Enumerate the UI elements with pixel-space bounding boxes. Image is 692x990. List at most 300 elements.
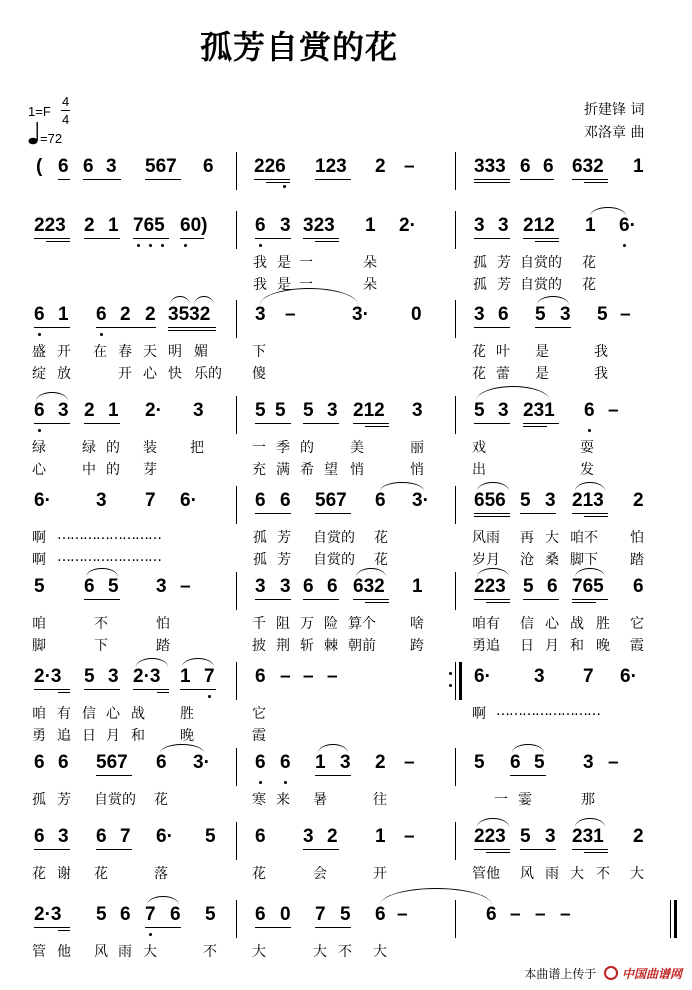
note: – xyxy=(280,666,291,687)
lyric: 朵 xyxy=(363,255,377,271)
underline xyxy=(486,602,510,603)
lyric: 胜 xyxy=(180,706,194,722)
footer-text: 本曲谱上传于 xyxy=(524,967,597,981)
barline xyxy=(455,486,456,524)
lyric: 希 xyxy=(300,462,314,478)
underline xyxy=(303,423,339,424)
lyric: 丽 xyxy=(410,440,424,456)
note: 3· xyxy=(412,490,429,511)
score-row-2 xyxy=(0,211,692,295)
underline xyxy=(523,238,559,239)
slur xyxy=(36,392,68,401)
note: 5 xyxy=(108,576,119,597)
score-row-5 xyxy=(0,486,692,570)
underline xyxy=(46,241,70,242)
lyric: …………………… xyxy=(57,549,161,565)
underline xyxy=(584,182,608,183)
lyric: 阻 xyxy=(276,616,290,632)
underline xyxy=(34,423,70,424)
lyric: 勇追 xyxy=(472,638,500,654)
time-signature-bottom: 4 xyxy=(62,112,70,127)
note: 6 xyxy=(255,666,266,687)
underline xyxy=(255,927,291,928)
lyric: 悄 xyxy=(410,462,424,478)
lyric: 咱 xyxy=(32,616,46,632)
underline xyxy=(96,327,120,328)
lyric: 管 xyxy=(32,944,46,960)
lyric: 落 xyxy=(154,866,168,882)
lyric: 把 xyxy=(190,440,204,456)
note: 3 xyxy=(108,666,119,687)
lyric: 胜 xyxy=(596,616,610,632)
underline xyxy=(520,179,554,180)
note: 6· xyxy=(34,490,51,511)
note: 3 xyxy=(193,400,204,421)
underline xyxy=(474,516,510,517)
note: 3· xyxy=(193,752,210,773)
lyric: 心 xyxy=(143,366,157,382)
underline xyxy=(255,423,291,424)
note: 3 xyxy=(255,576,266,597)
note: 2 xyxy=(84,400,95,421)
note: – xyxy=(608,400,619,421)
lyric: 啊 xyxy=(32,530,46,546)
underline xyxy=(510,775,546,776)
score-row-3 xyxy=(0,300,692,384)
underline xyxy=(34,927,70,928)
time-signature-line xyxy=(61,110,70,111)
lyric: 孤 xyxy=(253,530,267,546)
note: 3 xyxy=(545,490,556,511)
lyric: 花 xyxy=(154,792,168,808)
lyric: 大 xyxy=(313,944,327,960)
lyric: 管他 xyxy=(472,866,500,882)
lyric: 天 xyxy=(143,344,157,360)
underline xyxy=(365,602,389,603)
note: 6· xyxy=(474,666,491,687)
note: 2 xyxy=(375,752,386,773)
lyric: 叶 xyxy=(496,344,510,360)
note: 6 xyxy=(96,304,107,325)
note: 5 xyxy=(84,666,95,687)
lyric: 的 xyxy=(106,440,120,456)
underline xyxy=(474,327,510,328)
underline xyxy=(535,241,559,242)
note: 5 xyxy=(534,752,545,773)
lyric: 千 xyxy=(252,616,266,632)
note: 212 xyxy=(523,215,555,236)
lower-octave-dot xyxy=(623,244,626,247)
barline xyxy=(455,900,456,938)
underline xyxy=(84,689,120,690)
time-signature-top: 4 xyxy=(62,94,70,109)
slur xyxy=(537,296,569,305)
lyric: 大 xyxy=(373,944,387,960)
underline xyxy=(180,689,216,690)
barline xyxy=(455,211,456,249)
lyric: 会 xyxy=(313,866,327,882)
lyric: 心 xyxy=(32,462,46,478)
underline xyxy=(303,238,339,239)
underline xyxy=(180,238,204,239)
lower-octave-dot xyxy=(149,244,152,247)
note: 3 xyxy=(58,400,69,421)
lyric: 下 xyxy=(252,344,266,360)
lyric: 再 xyxy=(520,530,534,546)
lyric: 花 xyxy=(472,366,486,382)
barline xyxy=(455,300,456,338)
lyric: 我 xyxy=(253,255,267,271)
note: 231 xyxy=(572,826,604,847)
note: 7 xyxy=(145,490,156,511)
underline xyxy=(486,852,510,853)
underline xyxy=(353,423,389,424)
note: 0 xyxy=(280,904,291,925)
note: 6· xyxy=(156,826,173,847)
final-barline-thick xyxy=(674,900,677,938)
note: 6 xyxy=(34,304,45,325)
note: 3 xyxy=(498,215,509,236)
lyric: 往 xyxy=(373,792,387,808)
lyric: 芽 xyxy=(143,462,157,478)
underline xyxy=(84,423,120,424)
lower-octave-dot xyxy=(38,429,41,432)
lyric: 我 xyxy=(253,277,267,293)
lyric: 蕾 xyxy=(496,366,510,382)
note: 3 xyxy=(96,490,107,511)
note: 3· xyxy=(352,304,369,325)
note: 5 xyxy=(275,400,286,421)
lyric: 自赏的 xyxy=(520,255,562,271)
lyric: 咱 xyxy=(32,706,46,722)
underline xyxy=(584,852,608,853)
site-logo-text[interactable]: 中国曲谱网 xyxy=(621,967,682,981)
lyric: 披 xyxy=(252,638,266,654)
note: 567 xyxy=(96,752,128,773)
slur xyxy=(477,482,509,491)
underline xyxy=(572,849,608,850)
lyric: 和 xyxy=(570,638,584,654)
underline xyxy=(133,238,169,239)
note: 6 xyxy=(58,156,69,177)
underline xyxy=(315,775,351,776)
underline xyxy=(572,599,608,600)
note: 5 xyxy=(474,400,485,421)
note: 2·3 xyxy=(34,666,62,687)
lyric: 盛 xyxy=(32,344,46,360)
underline xyxy=(157,692,169,693)
lyric: 那 xyxy=(581,792,595,808)
lyric: 万 xyxy=(300,616,314,632)
lyric: 花 xyxy=(32,866,46,882)
underline xyxy=(520,513,556,514)
lyric: 它 xyxy=(252,706,266,722)
note: – xyxy=(404,826,415,847)
barline xyxy=(455,572,456,610)
note: 2·3 xyxy=(34,904,62,925)
score-row-6 xyxy=(0,572,692,656)
note: 6 xyxy=(547,576,558,597)
lyric: 心 xyxy=(106,706,120,722)
underline xyxy=(523,599,559,600)
note: 3 xyxy=(534,666,545,687)
lyric: 绿 xyxy=(82,440,96,456)
lyric: 啊 xyxy=(32,552,46,568)
underline xyxy=(474,599,510,600)
lyric: 孤 xyxy=(473,277,487,293)
lyric: 咱有 xyxy=(472,616,500,632)
underline xyxy=(34,849,70,850)
note: 223 xyxy=(474,826,506,847)
lyric: 我 xyxy=(594,344,608,360)
barline xyxy=(236,152,237,190)
note: 5 xyxy=(255,400,266,421)
underline xyxy=(266,182,290,183)
note: 6 xyxy=(96,826,107,847)
lyric: 月 xyxy=(545,638,559,654)
lyric: 芳 xyxy=(497,277,511,293)
note: 2 xyxy=(145,304,156,325)
lyric: 充 xyxy=(252,462,266,478)
note: 3 xyxy=(106,156,117,177)
underline xyxy=(572,513,608,514)
lyric: 风 xyxy=(520,866,534,882)
lyric: 信 xyxy=(82,706,96,722)
lyric: 花 xyxy=(374,552,388,568)
note: 6 xyxy=(280,490,291,511)
note: 7 xyxy=(315,904,326,925)
lyric: 朵 xyxy=(363,277,377,293)
note: 6 xyxy=(34,400,45,421)
underline xyxy=(120,327,156,328)
note: – xyxy=(404,752,415,773)
underline xyxy=(584,516,608,517)
note: 3 xyxy=(583,752,594,773)
lyric: 孤 xyxy=(253,552,267,568)
lyric: 花 xyxy=(582,255,596,271)
underline xyxy=(353,599,389,600)
lower-octave-dot xyxy=(259,781,262,784)
lyric: 踏 xyxy=(156,638,170,654)
barline xyxy=(236,211,237,249)
note: 6 xyxy=(255,752,266,773)
underline xyxy=(315,513,351,514)
lyric: 我 xyxy=(594,366,608,382)
underline xyxy=(83,179,121,180)
note: 6 xyxy=(510,752,521,773)
lyric: 来 xyxy=(276,792,290,808)
slur xyxy=(170,296,190,305)
note: 3 xyxy=(474,215,485,236)
lyric: 戏 xyxy=(472,440,486,456)
note: 6 xyxy=(520,156,531,177)
underline xyxy=(523,426,547,427)
lyric: 中 xyxy=(82,462,96,478)
note: 5 xyxy=(303,400,314,421)
lyric: 媚 xyxy=(194,344,208,360)
lyric: 自赏的 xyxy=(313,530,355,546)
lyric: 是 xyxy=(277,255,291,271)
note: 5 xyxy=(523,576,534,597)
note: 6 xyxy=(34,752,45,773)
note: 3532 xyxy=(168,304,211,325)
key-signature: 1=F xyxy=(28,104,51,119)
note: 123 xyxy=(315,156,347,177)
lyric: 沧 xyxy=(520,552,534,568)
note: 7 xyxy=(120,826,131,847)
note: – xyxy=(510,904,521,925)
lyric: 暑 xyxy=(313,792,327,808)
lyric: 谢 xyxy=(57,866,71,882)
note: – xyxy=(327,666,338,687)
lyric: 芳 xyxy=(497,255,511,271)
underline xyxy=(84,238,120,239)
note: 6 xyxy=(170,904,181,925)
lyric: 险 xyxy=(324,616,338,632)
lyric: 自赏的 xyxy=(313,552,355,568)
lower-octave-dot xyxy=(208,695,211,698)
note: 765 xyxy=(572,576,604,597)
note: 5 xyxy=(520,490,531,511)
lyric: 勇 xyxy=(32,728,46,744)
composer-credit: 邓洛章 曲 xyxy=(584,125,645,141)
note: 2 xyxy=(327,826,338,847)
note: 5 xyxy=(96,904,107,925)
note: 223 xyxy=(34,215,66,236)
lyric: 风 xyxy=(94,944,108,960)
note: 3 xyxy=(340,752,351,773)
lyric: 芳 xyxy=(57,792,71,808)
lyric: 大 xyxy=(545,530,559,546)
underline xyxy=(535,327,571,328)
note: 5 xyxy=(34,576,45,597)
lyric: …………………… xyxy=(57,527,161,543)
note: 2· xyxy=(145,400,162,421)
lyric: 下 xyxy=(94,638,108,654)
lyric: 大 xyxy=(630,866,644,882)
lyric: 不 xyxy=(203,944,217,960)
underline xyxy=(474,238,510,239)
note: 3 xyxy=(498,400,509,421)
underline xyxy=(572,179,608,180)
lyric: 和 xyxy=(131,728,145,744)
note: 6 xyxy=(280,752,291,773)
note: 7 xyxy=(145,904,156,925)
score-row-4 xyxy=(0,396,692,480)
lyric: 开 xyxy=(118,366,132,382)
note: 333 xyxy=(474,156,506,177)
lyric: 月 xyxy=(106,728,120,744)
lyric: 晚 xyxy=(596,638,610,654)
barline xyxy=(236,900,237,938)
slur xyxy=(182,658,214,667)
note: 3 xyxy=(412,400,423,421)
underline xyxy=(34,238,70,239)
note: 632 xyxy=(572,156,604,177)
lyric: 岁月 xyxy=(472,552,500,568)
slur xyxy=(380,482,424,491)
slur xyxy=(194,296,214,305)
note: 765 xyxy=(133,215,165,236)
slur xyxy=(575,482,605,491)
note: 6· xyxy=(180,490,197,511)
note: 1 xyxy=(412,576,423,597)
lyric: 战 xyxy=(131,706,145,722)
lower-octave-dot xyxy=(161,244,164,247)
note: 6 xyxy=(375,490,386,511)
repeat-barline-thick xyxy=(459,662,462,700)
lyric: 满 xyxy=(276,462,290,478)
underline xyxy=(96,849,132,850)
note: 2 xyxy=(633,826,644,847)
note: 5 xyxy=(474,752,485,773)
note: 231 xyxy=(523,400,555,421)
lyric: 一 xyxy=(494,792,508,808)
lyric: 快 xyxy=(168,366,182,382)
lyric: 寒 xyxy=(252,792,266,808)
note: 3 xyxy=(303,826,314,847)
note: 6 xyxy=(584,400,595,421)
note: 223 xyxy=(474,576,506,597)
lyric: 不 xyxy=(94,616,108,632)
lyric: 绽 xyxy=(32,366,46,382)
lyric: 它 xyxy=(630,616,644,632)
lyric: 花 xyxy=(94,866,108,882)
note: 6· xyxy=(619,215,636,236)
barline xyxy=(236,486,237,524)
lyric: 朝前 xyxy=(348,638,376,654)
tempo-marking: =72 xyxy=(40,131,63,146)
final-barline xyxy=(670,900,671,938)
lyric: 是 xyxy=(535,344,549,360)
lyric: 心 xyxy=(545,616,559,632)
underline xyxy=(254,179,290,180)
lyric: 风雨 xyxy=(472,530,500,546)
note: 60) xyxy=(180,215,208,236)
note: 1 xyxy=(375,826,386,847)
lyric: 追 xyxy=(57,728,71,744)
lyric: 出 xyxy=(472,462,486,478)
note: 6 xyxy=(203,156,214,177)
note: 1 xyxy=(585,215,596,236)
note: 1 xyxy=(180,666,191,687)
note: 6 xyxy=(255,490,266,511)
note: 212 xyxy=(353,400,385,421)
note: 5 xyxy=(205,904,216,925)
lyric: 怕 xyxy=(156,616,170,632)
underline xyxy=(58,692,70,693)
note: 5 xyxy=(205,826,216,847)
lyric: 是 xyxy=(535,366,549,382)
lyric: 在 xyxy=(93,344,107,360)
note: – xyxy=(180,576,191,597)
barline xyxy=(236,572,237,610)
note: 323 xyxy=(303,215,335,236)
score-row-9 xyxy=(0,822,692,906)
lyric: 是 xyxy=(277,277,291,293)
lyric: 咱不 xyxy=(570,530,598,546)
underline xyxy=(474,513,510,514)
lyric: 的 xyxy=(106,462,120,478)
note: 226 xyxy=(254,156,286,177)
lyric: 晚 xyxy=(180,728,194,744)
lyric: 悄 xyxy=(350,462,364,478)
note: ( xyxy=(36,156,43,177)
lyric: 啊 xyxy=(472,706,486,722)
underline xyxy=(58,930,70,931)
site-logo-icon xyxy=(604,966,618,980)
note: – xyxy=(397,904,408,925)
